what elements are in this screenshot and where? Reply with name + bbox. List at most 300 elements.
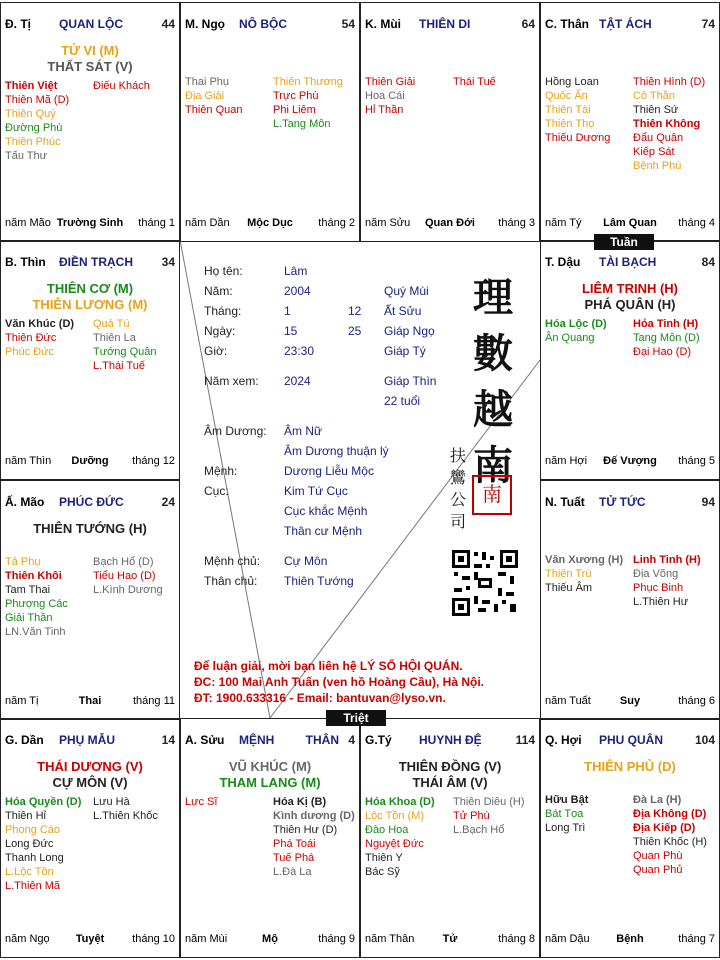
minor-star: Thiên Hình (D) xyxy=(633,76,706,88)
qr-code-icon xyxy=(450,548,520,618)
palace-header xyxy=(361,733,539,749)
day-solar: 15 xyxy=(284,324,298,338)
palace-header xyxy=(181,733,359,749)
footer-stage: Bệnh xyxy=(616,933,644,945)
palace-age: 64 xyxy=(521,17,535,31)
minor-star: Cô Thần xyxy=(633,90,675,102)
palace-header xyxy=(541,495,719,511)
footer-month: tháng 8 xyxy=(498,933,535,945)
minor-star: Lưu Hà xyxy=(93,796,130,808)
palace-footer xyxy=(541,695,719,709)
minor-star: Đẩu Quân xyxy=(633,132,684,144)
minor-star xyxy=(365,61,415,75)
minor-star: Tấu Thư xyxy=(5,150,48,162)
minor-star: Thiên Khôi xyxy=(5,570,62,582)
minor-star: Quan Phù xyxy=(633,850,683,862)
palace-footer xyxy=(541,217,719,231)
minor-star: Quan Phủ xyxy=(633,864,683,876)
minor-stars-right xyxy=(633,779,707,877)
seal-glyph: 南 xyxy=(473,442,513,489)
minor-star: Phượng Các xyxy=(5,598,68,610)
minor-star: Thiên Y xyxy=(365,852,403,864)
minor-star: Tiểu Hao (D) xyxy=(93,570,156,582)
minor-star: Thiên Đức xyxy=(5,332,57,344)
minor-stars-left xyxy=(5,79,69,163)
palace-age: 104 xyxy=(694,733,715,747)
thanchu-label: Thân chủ: xyxy=(204,574,258,588)
seal-sub xyxy=(448,445,468,533)
main-star: TỬ VI (M) xyxy=(61,43,119,58)
palace-footer xyxy=(1,455,179,469)
minor-star: Địa Giải xyxy=(185,90,225,102)
palace-header xyxy=(361,17,539,33)
minor-star: Bát Tọa xyxy=(545,808,584,820)
minor-star: Văn Xương (H) xyxy=(545,554,624,566)
minor-star: Thiên Hỉ xyxy=(5,810,46,822)
minor-star: Tuế Phá xyxy=(273,852,315,864)
footer-stage: Đế Vượng xyxy=(603,455,657,467)
month-solar: 1 xyxy=(284,304,291,318)
amduong-label: Âm Dương: xyxy=(204,424,267,438)
minor-star: Hỉ Thần xyxy=(365,104,404,116)
palace-branch: C. Thân xyxy=(545,17,589,31)
footer-year: năm Thân xyxy=(365,933,415,945)
minor-star: L.Lộc Tồn xyxy=(5,866,54,878)
footer-year: năm Dậu xyxy=(545,933,590,945)
minor-stars-left xyxy=(185,61,242,117)
palace-age: 44 xyxy=(161,17,175,31)
month-label: Tháng: xyxy=(204,304,242,318)
minor-stars-right xyxy=(633,61,705,173)
minor-star: Trực Phù xyxy=(273,90,319,102)
minor-star: Tam Thai xyxy=(5,584,51,596)
minor-stars-left xyxy=(545,61,610,145)
minor-star: Lực Sĩ xyxy=(185,796,218,808)
palace-branch: A. Sửu xyxy=(185,733,225,747)
palace-cell xyxy=(0,480,180,720)
minor-star: L.Thiên Mã xyxy=(5,880,61,892)
minor-star: Ân Quang xyxy=(545,332,595,344)
palace-branch: Đ. Tị xyxy=(5,17,31,31)
minor-star: Thiên Việt xyxy=(5,80,58,92)
minor-star: Kình dương (D) xyxy=(273,810,355,822)
minor-star: Lộc Tồn (M) xyxy=(365,810,425,822)
palace-age: 74 xyxy=(701,17,715,31)
palace-footer xyxy=(541,455,719,469)
palace-cell xyxy=(0,2,180,242)
hour-value: 23:30 xyxy=(284,344,315,358)
footer-month: tháng 1 xyxy=(138,217,175,229)
footer-stage: Tử xyxy=(442,933,458,945)
contact-line-1: Để luận giải, mời bạn liên hệ LÝ SỐ HỘI QUÁN. xyxy=(194,659,463,673)
main-star: VŨ KHÚC (M) xyxy=(228,759,312,774)
palace-cell xyxy=(540,240,720,480)
palace-cell xyxy=(360,2,540,242)
seal-sub-glyph: 公 xyxy=(449,490,466,509)
minor-stars-left xyxy=(185,795,217,809)
minor-star: Quả Tú xyxy=(93,318,130,330)
minor-star: Phúc Đức xyxy=(5,346,54,358)
minor-star xyxy=(633,539,701,553)
minor-star: Long Trì xyxy=(545,822,586,834)
main-star: LIÊM TRINH (H) xyxy=(581,281,679,296)
palace-header xyxy=(541,255,719,271)
minor-star: L.Bạch Hổ xyxy=(453,824,505,836)
palace-branch: Ấ. Mão xyxy=(5,495,45,509)
minor-star: Đào Hoa xyxy=(365,824,409,836)
palace-cell xyxy=(0,240,180,480)
minor-star xyxy=(93,541,163,555)
minor-star: Tử Phù xyxy=(453,810,490,822)
main-star: CỰ MÔN (V) xyxy=(52,775,128,790)
than-position: Thân cư Mệnh xyxy=(284,524,363,538)
minor-star: Thanh Long xyxy=(5,852,64,864)
seal-title xyxy=(468,270,518,494)
minor-star: Hóa Kị (B) xyxy=(273,796,327,808)
minor-star: Thiên Khốc (H) xyxy=(633,836,707,848)
minor-star: Thiên Quan xyxy=(185,104,243,116)
footer-year: năm Thìn xyxy=(5,455,52,467)
minor-star: LN.Văn Tinh xyxy=(5,626,66,638)
footer-year: năm Tý xyxy=(545,217,582,229)
palace-name: TÀI BẠCH xyxy=(599,255,657,269)
menh-value: Dương Liễu Mộc xyxy=(284,464,374,478)
minor-stars-right xyxy=(93,79,150,93)
footer-year: năm Mão xyxy=(5,217,51,229)
palace-footer xyxy=(361,217,539,231)
minor-star: Thiên Sứ xyxy=(633,104,679,116)
amduong-note: Âm Dương thuận lý xyxy=(284,444,389,458)
minor-star: Đại Hao (D) xyxy=(633,346,692,358)
day-label: Ngày: xyxy=(204,324,236,338)
minor-star: L.Thiên Hư xyxy=(633,596,689,608)
minor-star: Hoa Cái xyxy=(365,90,405,102)
main-star: THIÊN PHỦ (D) xyxy=(584,759,676,774)
palace-branch: T. Dậu xyxy=(545,255,581,269)
minor-stars-left xyxy=(365,61,415,117)
palace-name: TẬT ÁCH xyxy=(599,17,652,31)
minor-star: Thiên Trù xyxy=(545,568,592,580)
palace-age: 4 xyxy=(348,733,355,747)
footer-month: tháng 11 xyxy=(132,695,175,707)
minor-star: Thiên Giải xyxy=(365,76,416,88)
footer-year: năm Mùi xyxy=(185,933,228,945)
footer-stage: Trường Sinh xyxy=(56,217,124,229)
minor-star: Thai Phụ xyxy=(185,76,230,88)
palace-branch: K. Mùi xyxy=(365,17,401,31)
day-lunar: 25 xyxy=(348,324,362,338)
minor-star: Hóa Khoa (D) xyxy=(365,796,435,808)
palace-header xyxy=(1,255,179,271)
tuan-marker: Tuần xyxy=(594,234,654,250)
month-canchi: Ất Sửu xyxy=(384,304,422,318)
footer-stage: Quan Đới xyxy=(425,217,475,229)
palace-name: TỬ TỨC xyxy=(599,495,646,509)
than-label: THÂN xyxy=(305,733,339,747)
minor-star: Thiếu Dương xyxy=(545,132,611,144)
palace-name: MỆNH xyxy=(239,733,275,747)
minor-star: Bác Sỹ xyxy=(365,866,400,878)
seal-sub-glyphs xyxy=(448,445,468,533)
minor-star: Bệnh Phù xyxy=(633,160,682,172)
footer-year: năm Dần xyxy=(185,217,230,229)
footer-stage: Mộc Dục xyxy=(247,217,293,229)
palace-cell xyxy=(180,718,360,958)
seal-glyph: 數 xyxy=(473,330,513,377)
name-label: Họ tên: xyxy=(204,264,243,278)
minor-star xyxy=(5,541,68,555)
minor-star: Tang Môn (D) xyxy=(633,332,700,344)
minor-star: L.Đà La xyxy=(273,866,312,878)
palace-branch: G. Dần xyxy=(5,733,44,747)
minor-star: Phong Cáo xyxy=(5,824,61,836)
palace-name: NÔ BỘC xyxy=(239,17,287,31)
minor-star: Thiên Không xyxy=(633,118,701,130)
footer-month: tháng 12 xyxy=(132,455,175,467)
palace-branch: Q. Hợi xyxy=(545,733,582,747)
palace-footer xyxy=(1,933,179,947)
minor-star: Thiên Diêu (H) xyxy=(453,796,525,808)
palace-header xyxy=(541,17,719,33)
main-star: THAM LANG (M) xyxy=(219,775,321,790)
palace-name: QUAN LỘC xyxy=(59,17,123,31)
minor-star: Địa Không (D) xyxy=(633,808,707,820)
minor-star: Hóa Quyền (D) xyxy=(5,796,82,808)
year-canchi: Quý Mùi xyxy=(384,284,429,298)
minor-star: Bạch Hổ (D) xyxy=(93,556,154,568)
palace-footer xyxy=(1,217,179,231)
minor-star xyxy=(273,61,343,75)
seal-sub-glyph: 司 xyxy=(449,512,466,531)
minor-star: Nguyệt Đức xyxy=(365,838,424,850)
view-year-label: Năm xem: xyxy=(204,374,259,388)
seal-glyph: 越 xyxy=(473,386,513,433)
footer-stage: Suy xyxy=(619,695,641,707)
minor-stars-left xyxy=(545,317,607,345)
main-star: THÁI DƯƠNG (V) xyxy=(37,759,143,774)
minor-star: Địa Kiếp (D) xyxy=(633,822,696,834)
minor-star: Kiếp Sát xyxy=(633,146,675,158)
cuc-relation: Cục khắc Mệnh xyxy=(284,504,368,518)
minor-star: Điếu Khách xyxy=(93,80,150,92)
minor-star: Long Đức xyxy=(5,838,54,850)
footer-stage: Lâm Quan xyxy=(603,217,657,229)
palace-cell xyxy=(540,2,720,242)
footer-month: tháng 10 xyxy=(132,933,175,945)
minor-star: Thiên Phúc xyxy=(5,136,61,148)
palace-cell xyxy=(540,480,720,720)
minor-stars-right xyxy=(93,317,157,373)
footer-year: năm Tuất xyxy=(545,695,591,707)
minor-star: Văn Khúc (D) xyxy=(5,318,75,330)
minor-star: Đà La (H) xyxy=(633,794,682,806)
palace-footer xyxy=(541,933,719,947)
minor-star xyxy=(545,61,610,75)
red-stamp: 南 xyxy=(472,475,512,515)
contact-address: ĐC: 100 Mai Anh Tuấn (ven hồ Hoàng Cầu), Hà Nội. xyxy=(194,675,485,689)
palace-header xyxy=(1,733,179,749)
day-canchi: Giáp Ngọ xyxy=(384,324,435,338)
palace-footer xyxy=(1,695,179,709)
minor-stars-right xyxy=(273,795,355,879)
minor-stars-right xyxy=(633,317,700,359)
minor-star: Thiếu Âm xyxy=(545,582,593,594)
footer-month: tháng 5 xyxy=(678,455,715,467)
minor-star: Hóa Lộc (D) xyxy=(545,318,607,330)
palace-header xyxy=(181,17,359,33)
palace-header xyxy=(541,733,719,749)
footer-year: năm Hợi xyxy=(545,455,588,467)
year-label: Năm: xyxy=(204,284,233,298)
minor-stars-left xyxy=(5,795,81,893)
cuc-label: Cục: xyxy=(204,484,229,498)
palace-header xyxy=(1,495,179,511)
palace-age: 84 xyxy=(701,255,715,269)
palace-name: ĐIỀN TRẠCH xyxy=(59,255,133,269)
minor-stars-left xyxy=(365,795,435,879)
palace-age: 34 xyxy=(161,255,175,269)
minor-star: L.Kình Dương xyxy=(93,584,163,596)
minor-star xyxy=(633,61,705,75)
palace-age: 14 xyxy=(161,733,175,747)
minor-star xyxy=(453,61,496,75)
menhchu-label: Mệnh chủ: xyxy=(204,554,261,568)
minor-stars-right xyxy=(453,795,525,837)
minor-star: Phi Liêm xyxy=(273,104,316,116)
main-star: THIÊN LƯƠNG (M) xyxy=(32,297,148,312)
minor-star: Phá Toái xyxy=(273,838,316,850)
amduong-value: Âm Nữ xyxy=(284,424,323,438)
thanchu-value: Thiên Tướng xyxy=(284,574,354,588)
menhchu-value: Cự Môn xyxy=(284,554,328,568)
palace-age: 54 xyxy=(341,17,355,31)
minor-star: Địa Võng xyxy=(633,568,679,580)
palace-branch: N. Tuất xyxy=(545,495,585,509)
minor-stars-left xyxy=(5,541,68,639)
main-star: THẤT SÁT (V) xyxy=(47,59,133,74)
palace-cell xyxy=(0,718,180,958)
main-star: THÁI ÂM (V) xyxy=(412,775,488,790)
footer-stage: Dưỡng xyxy=(71,455,109,467)
main-star: THIÊN CƠ (M) xyxy=(46,281,134,296)
center-panel xyxy=(180,240,540,718)
minor-star: Thiên Tài xyxy=(545,104,591,116)
minor-star: Hữu Bật xyxy=(545,794,589,806)
minor-star: Quốc Ấn xyxy=(545,90,588,102)
minor-stars-left xyxy=(545,779,588,835)
view-year-canchi: Giáp Thìn xyxy=(384,374,437,388)
seal-glyph: 理 xyxy=(473,274,513,321)
minor-star: L.Thiên Khốc xyxy=(93,810,158,822)
palace-age: 114 xyxy=(515,733,535,747)
minor-star: Thiên La xyxy=(93,332,136,344)
age-value: 22 tuổi xyxy=(384,394,421,408)
minor-star: Hỏa Tinh (H) xyxy=(633,318,699,330)
seal-sub-glyph: 扶 xyxy=(449,446,466,465)
minor-star: Tả Phụ xyxy=(5,556,41,568)
seal-sub-glyph: 鸞 xyxy=(449,468,466,487)
footer-year: năm Sửu xyxy=(365,217,411,229)
minor-star: Đường Phù xyxy=(5,122,63,134)
contact-phone-email: ĐT: 1900.633316 - Email: bantuvan@lyso.vn. xyxy=(194,691,446,705)
minor-star: Linh Tinh (H) xyxy=(633,554,701,566)
seal-glyphs xyxy=(468,270,518,494)
palace-footer xyxy=(181,933,359,947)
minor-star: Thiên Mã (D) xyxy=(5,94,70,106)
minor-star xyxy=(185,61,242,75)
view-year-value: 2024 xyxy=(284,374,311,388)
footer-month: tháng 9 xyxy=(318,933,355,945)
minor-star: L.Tang Môn xyxy=(273,118,331,130)
footer-stage: Thai xyxy=(78,695,102,707)
palace-age: 94 xyxy=(701,495,715,509)
hour-canchi: Giáp Tý xyxy=(384,344,426,358)
minor-star xyxy=(545,539,623,553)
palace-header xyxy=(1,17,179,33)
palace-footer xyxy=(361,933,539,947)
hour-label: Giờ: xyxy=(204,344,228,358)
footer-stage: Tuyệt xyxy=(75,933,105,945)
minor-star: Thiên Thương xyxy=(273,76,344,88)
minor-star: Hồng Loan xyxy=(545,76,599,88)
footer-month: tháng 7 xyxy=(678,933,715,945)
minor-star: Thiên Thọ xyxy=(545,118,595,130)
minor-star: Thiên Quý xyxy=(5,108,56,120)
minor-star: L.Thái Tuế xyxy=(93,360,145,372)
minor-stars-right xyxy=(93,795,158,823)
footer-stage: Mộ xyxy=(262,933,278,945)
minor-stars-right xyxy=(273,61,343,131)
palace-branch: G.Tý xyxy=(365,733,392,747)
footer-month: tháng 4 xyxy=(678,217,715,229)
footer-month: tháng 6 xyxy=(678,695,715,707)
minor-stars-left xyxy=(545,539,623,595)
year-value: 2004 xyxy=(284,284,311,298)
palace-name: PHU QUÂN xyxy=(599,733,664,747)
palace-cell xyxy=(540,718,720,958)
minor-star: Phục Binh xyxy=(633,582,684,594)
minor-stars-right xyxy=(93,541,163,597)
footer-month: tháng 2 xyxy=(318,217,355,229)
minor-star: Tướng Quân xyxy=(93,346,157,358)
triet-marker: Triệt xyxy=(326,710,386,726)
palace-name: PHỤ MẪU xyxy=(59,733,115,747)
palace-branch: M. Ngọ xyxy=(185,17,225,31)
minor-stars-right xyxy=(633,539,701,609)
footer-month: tháng 3 xyxy=(498,217,535,229)
minor-star: Giải Thần xyxy=(5,612,53,624)
main-star: THIÊN TƯỚNG (H) xyxy=(33,521,147,536)
palace-footer xyxy=(181,217,359,231)
palace-cell xyxy=(360,718,540,958)
minor-star xyxy=(633,779,707,793)
palace-cell xyxy=(180,2,360,242)
palace-name: PHÚC ĐỨC xyxy=(59,495,124,509)
minor-star: Thiên Hư (D) xyxy=(273,824,338,836)
minor-stars-right xyxy=(453,61,496,89)
month-lunar: 12 xyxy=(348,304,362,318)
main-star: THIÊN ĐỒNG (V) xyxy=(398,759,502,774)
footer-year: năm Ngọ xyxy=(5,933,50,945)
palace-age: 24 xyxy=(161,495,175,509)
main-star: PHÁ QUÂN (H) xyxy=(584,297,676,312)
minor-star: Thái Tuế xyxy=(453,76,496,88)
cuc-value: Kim Tứ Cục xyxy=(284,484,348,498)
minor-star xyxy=(545,779,588,793)
menh-label: Mệnh: xyxy=(204,464,238,478)
name-value: Lâm xyxy=(284,264,308,278)
palace-name: THIÊN DI xyxy=(419,17,471,31)
